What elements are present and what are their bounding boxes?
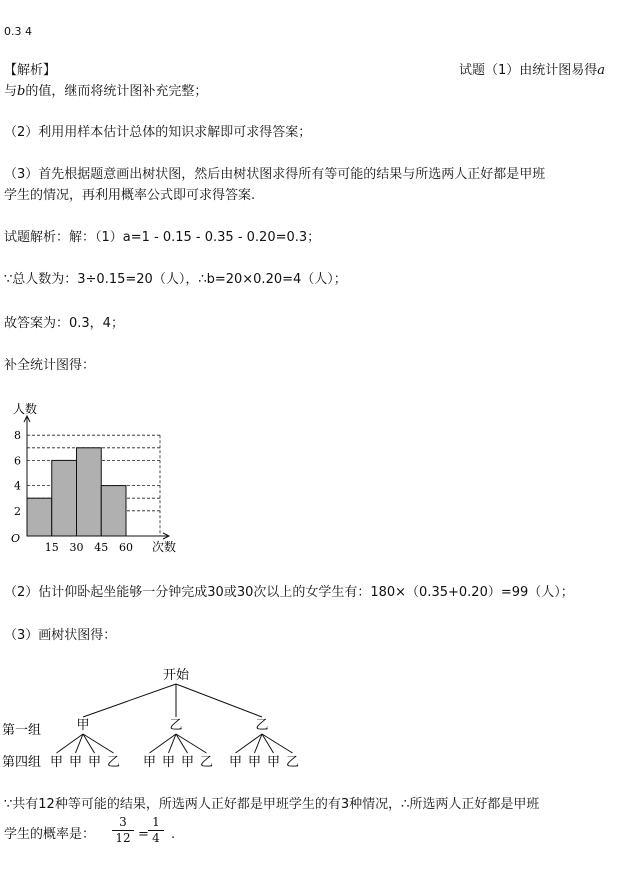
bar-45 bbox=[77, 448, 102, 536]
tree-node-l1-1: 乙 bbox=[169, 718, 183, 733]
solution-4: 补全统计图得： bbox=[4, 358, 96, 373]
x-tick-60: 60 bbox=[119, 541, 133, 554]
final-line-a: ∵共有12种等可能的结果，所选两人正好都是甲班学生的有3种情况，∴所选两人正好都是甲班 bbox=[4, 797, 540, 812]
bar-15 bbox=[27, 498, 52, 536]
tree-edge-1-2 bbox=[176, 734, 188, 753]
tree-node-l2-2-1: 甲 bbox=[247, 755, 262, 770]
tree-edge-0-2 bbox=[83, 734, 95, 753]
solution-6: （3）画树状图得： bbox=[4, 628, 117, 643]
line-2: （2）利用用样本估计总体的知识求解即可求得答案； bbox=[4, 125, 312, 140]
tree-edge-2-3 bbox=[262, 734, 293, 753]
answer-line: 0.3 4 bbox=[4, 25, 32, 38]
x-tick-15: 15 bbox=[44, 541, 59, 554]
y-tick-8: 8 bbox=[14, 429, 21, 443]
tree-node-l2-1-2: 甲 bbox=[180, 755, 195, 770]
origin-label: O bbox=[11, 532, 21, 545]
tree-edge-root-2 bbox=[176, 684, 262, 717]
level2-label: 第四组 bbox=[2, 755, 42, 770]
tree-node-l2-0-0: 甲 bbox=[49, 755, 64, 770]
tree-node-l2-0-1: 甲 bbox=[68, 755, 83, 770]
final-line-b: 学生的概率是： bbox=[4, 827, 96, 842]
y-tick-2: 2 bbox=[14, 504, 21, 518]
bar-60 bbox=[101, 486, 126, 536]
shiti-intro: 试题（1）由统计图易得a bbox=[459, 63, 606, 78]
tree-node-l2-0-2: 甲 bbox=[87, 755, 102, 770]
x-tick-30: 30 bbox=[69, 541, 84, 554]
jiexi-heading: 【解析】 bbox=[4, 63, 57, 78]
x-tick-45: 45 bbox=[94, 541, 109, 554]
y-tick-6: 6 bbox=[14, 454, 21, 468]
tree-edge-0-3 bbox=[83, 734, 114, 753]
tree-edge-1-3 bbox=[176, 734, 207, 753]
y-axis-label: 人数 bbox=[13, 402, 38, 416]
tree-node-l2-0-3: 乙 bbox=[106, 755, 121, 770]
tree-node-l2-2-3: 乙 bbox=[285, 755, 300, 770]
tree-node-l2-2-0: 甲 bbox=[228, 755, 243, 770]
solution-5: （2）估计仰卧起坐能够一分钟完成30或30次以上的女学生有：180×（0.35+0.20）=99（人）； bbox=[4, 585, 574, 600]
tree-node-l2-1-0: 甲 bbox=[142, 755, 157, 770]
solution-3: 故答案为：0.3，4； bbox=[4, 316, 124, 331]
tree-node-l2-1-1: 甲 bbox=[161, 755, 176, 770]
tree-node-l2-2-2: 甲 bbox=[266, 755, 281, 770]
tree-node-l2-1-3: 乙 bbox=[199, 755, 214, 770]
tree-edge-root-0 bbox=[83, 684, 176, 717]
tree-node-l1-0: 甲 bbox=[76, 718, 90, 733]
solution-1: 试题解析：解：（1）a=1 - 0.15 - 0.35 - 0.20=0.3； bbox=[4, 230, 321, 245]
bar-30 bbox=[52, 460, 77, 536]
solution-2: ∵总人数为：3÷0.15=20（人），∴b=20×0.20=4（人）； bbox=[4, 272, 347, 287]
line-1: 与b的值，继而将统计图补充完整； bbox=[4, 84, 208, 99]
line-3b: 学生的情况，再利用概率公式即可求得答案. bbox=[4, 188, 256, 203]
final-period: . bbox=[171, 827, 176, 842]
fraction-equals: = bbox=[138, 827, 149, 842]
y-tick-4: 4 bbox=[14, 479, 21, 493]
x-axis-label: 次数 bbox=[152, 540, 177, 554]
fraction-1-4: $\frac{1}{4}$ bbox=[148, 815, 164, 846]
line-3a: （3）首先根据题意画出树状图，然后由树状图求得所有等可能的结果与所选两人正好都是甲班 bbox=[4, 167, 546, 182]
level1-label: 第一组 bbox=[2, 723, 42, 738]
tree-diagram bbox=[0, 662, 330, 777]
histogram-chart bbox=[0, 395, 200, 560]
fraction-3-12: $\frac{3}{12}$ bbox=[112, 815, 134, 846]
tree-edge-2-2 bbox=[262, 734, 274, 753]
tree-root: 开始 bbox=[162, 668, 190, 683]
tree-node-l1-2: 乙 bbox=[255, 718, 269, 733]
